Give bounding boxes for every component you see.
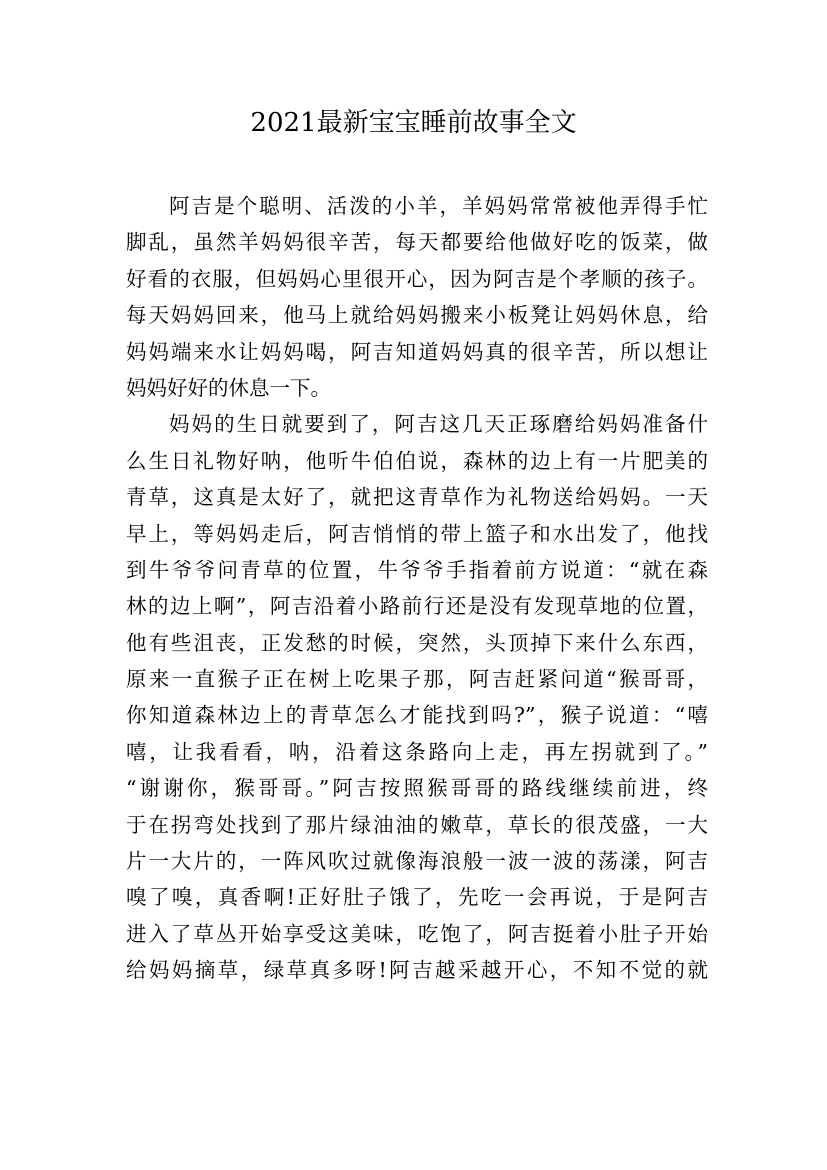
text-line: 给妈妈摘草，绿草真多呀!阿吉越采越开心，不知不觉的就 (126, 958, 708, 983)
text-line: 妈妈的生日就要到了，阿吉这几天正琢磨给妈妈准备什 (169, 412, 708, 437)
text-line: 进入了草丛开始享受这美味，吃饱了，阿吉挺着小肚子开始 (126, 921, 708, 946)
text-line: 林的边上啊”，阿吉沿着小路前行还是没有发现草地的位置， (126, 594, 708, 619)
text-line: 妈妈端来水让妈妈喝，阿吉知道妈妈真的很辛苦，所以想让 (126, 339, 708, 364)
text-line: 么生日礼物好呐，他听牛伯伯说，森林的边上有一片肥美的 (126, 448, 708, 473)
text-line: 原来一直猴子正在树上吃果子那，阿吉赶紧问道“猴哥哥， (126, 667, 708, 692)
text-line: 你知道森林边上的青草怎么才能找到吗?”，猴子说道：“嘻 (126, 703, 708, 728)
text-line: 他有些沮丧，正发愁的时候，突然，头顶掉下来什么东西， (126, 630, 708, 655)
text-line: 嘻，让我看看，呐，沿着这条路向上走，再左拐就到了。” (126, 739, 708, 764)
document-body (126, 188, 708, 989)
text-line: 片一大片的，一阵风吹过就像海浪般一波一波的荡漾，阿吉 (126, 849, 708, 874)
document-title: 2021最新宝宝睡前故事全文 (250, 108, 577, 138)
text-line: 脚乱，虽然羊妈妈很辛苦，每天都要给他做好吃的饭菜，做 (126, 230, 708, 255)
text-line: 青草，这真是太好了，就把这青草作为礼物送给妈妈。一天 (126, 485, 708, 510)
text-line: 每天妈妈回来，他马上就给妈妈搬来小板凳让妈妈休息，给 (126, 303, 708, 328)
text-line: 于在拐弯处找到了那片绿油油的嫩草，草长的很茂盛，一大 (126, 812, 708, 837)
text-line: 好看的衣服，但妈妈心里很开心，因为阿吉是个孝顺的孩子。 (126, 266, 708, 291)
paragraph (126, 188, 708, 406)
text-line: 早上，等妈妈走后，阿吉悄悄的带上篮子和水出发了，他找 (126, 521, 708, 546)
text-line: “谢谢你，猴哥哥。”阿吉按照猴哥哥的路线继续前进，终 (126, 776, 708, 801)
text-line: 妈妈好好的休息一下。 (126, 375, 331, 400)
text-line: 嗅了嗅，真香啊!正好肚子饿了，先吃一会再说，于是阿吉 (126, 885, 708, 910)
text-line: 阿吉是个聪明、活泼的小羊，羊妈妈常常被他弄得手忙 (169, 194, 708, 218)
paragraph (126, 406, 708, 988)
text-line: 到牛爷爷问青草的位置，牛爷爷手指着前方说道：“就在森 (126, 557, 708, 582)
